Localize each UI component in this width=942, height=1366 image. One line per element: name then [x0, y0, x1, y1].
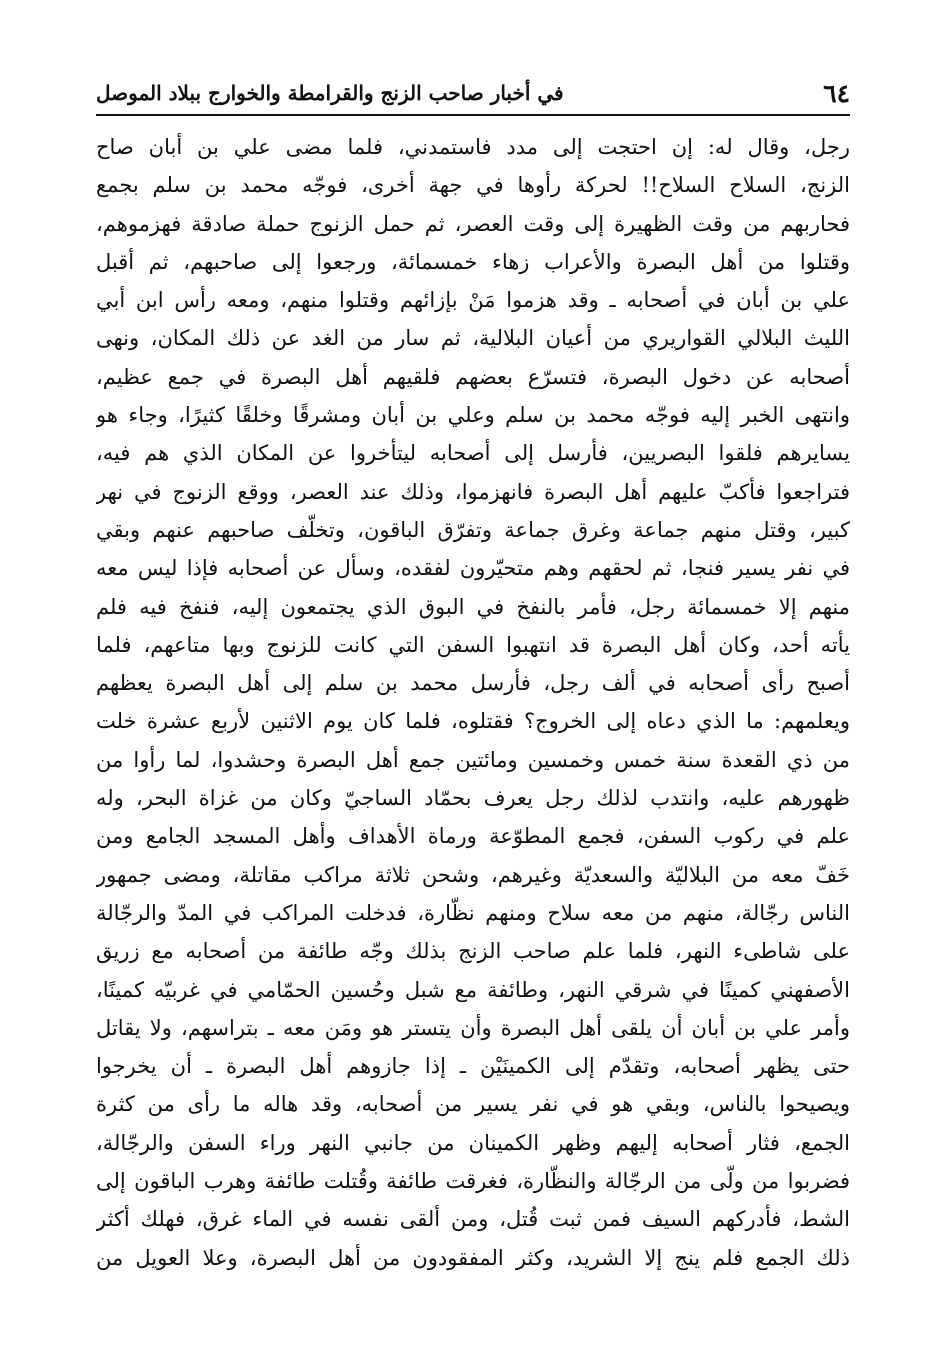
text-line: منهم إلا خمسمائة رجل، فأمر بالنفخ في البوق الذي يجتمعون إليه، فنفخ فيه فلم	[96, 594, 850, 619]
text-line: على شاطىء النهر، فلما علم صاحب الزنج بذلك وجّه طائفة من أصحابه مع زريق	[96, 939, 850, 964]
text-line: كبير، وقتل منهم جماعة وغرق جماعة وتفرّق الباقون، وتخلّف صاحبهم عنهم وبقي	[96, 517, 850, 542]
text-line: الجمع، فثار أصحابه إليهم وظهر الكمينان من جانبي النهر وراء السفن والرجّالة،	[96, 1130, 850, 1155]
text-line: فحاربهم من وقت الظهيرة إلى وقت العصر، ثم حمل الزنوج حملة صادقة فهزموهم،	[96, 211, 850, 236]
text-line: رجل، وقال له: إن احتجت إلى مدد فاستمدني، فلما مضى علي بن أبان صاح	[96, 135, 850, 159]
text-line: وأمر علي بن أبان أن يلقى أهل البصرة وأن يتستر هو ومَن معه ـ بتراسهم، ولا يقاتل	[96, 1015, 850, 1040]
text-line: الشط، فأدركهم السيف فمن ثبت قُتل، ومن ألقى نفسه في الماء غرق، فهلك أكثر	[96, 1207, 850, 1232]
text-line: ظهورهم عليه، وانتدب لذلك رجل يعرف بحمّاد الساجيّ وكان من غزاة البحر، وله	[96, 786, 850, 811]
text-line: فضربوا من ولّى من الرجّالة والنظّارة، فغرقت طائفة وقُتلت طائفة وهرب الباقون إلى	[96, 1169, 850, 1194]
running-title: في أخبار صاحب الزنج والقرامطة والخوارج ببلاد الموصل	[96, 81, 564, 105]
text-line: من ذي القعدة سنة خمس وخمسين ومائتين جمع أهل البصرة وحشدوا، لما رأوا من	[96, 747, 850, 772]
text-line: يسايرهم فلقوا البصريين، فأرسل إلى أصحابه ليتأخروا عن المكان الذي هم فيه،	[96, 441, 850, 466]
text-line: حتى يظهر أصحابه، وتقدّم إلى الكمينَيْن ـ إذا جازوهم أهل البصرة ـ أن يخرجوا	[96, 1054, 850, 1079]
text-line: خَفّ معه من البلاليّة والسعديّة وغيرهم، وشحن ثلاثة مراكب مقاتلة، ومضى جمهور	[96, 862, 850, 887]
text-line: ذلك الجمع فلم ينج إلا الشريد، وكثر المفقودون من أهل البصرة، وعلا العويل من	[96, 1245, 850, 1270]
text-line: علي بن أبان في أصحابه ـ وقد هزموا مَنْ بإزائهم وقتلوا منهم، ومعه رأس ابن أبي	[96, 288, 850, 313]
text-line: الأصفهني كمينًا في شرقي النهر، وطائفة مع شبل وحُسين الحمّامي في غربيّه كمينًا،	[96, 977, 850, 1002]
header-rule	[96, 114, 850, 116]
text-line: وقتلوا من أهل البصرة والأعراب زهاء خمسمائة، ورجعوا إلى صاحبهم، ثم أقبل	[96, 249, 850, 274]
text-line: ويعلمهم: ما الذي دعاه إلى الخروج؟ فقتلوه، فلما كان يوم الاثنين لأربع عشرة خلت	[96, 709, 850, 734]
text-line: الزنج، السلاح السلاح!! لحركة رأوها في جهة أخرى، فوجّه محمد بن سلم بجمع	[96, 173, 850, 198]
text-line: يأته أحد، وكان أهل البصرة قد انتهبوا السفن التي كانت للزنوج وبها متاعهم، فلما	[96, 632, 850, 657]
body-text	[96, 128, 850, 1277]
text-line: ويصيحوا بالناس، وبقي هو في نفر يسير من أصحابه، وقد هاله ما رأى من كثرة	[96, 1092, 850, 1117]
text-line: علم في ركوب السفن، فجمع المطوّعة ورماة الأهداف وأهل المسجد الجامع ومن	[96, 824, 850, 849]
text-line: في نفر يسير فنجا، ثم لحقهم وهم متحيّرون لفقده، وسأل عن أصحابه فإذا ليس معه	[96, 556, 850, 581]
text-line: أصحابه عن دخول البصرة، فتسرّع بعضهم فلقيهم أهل البصرة في جمع عظيم،	[96, 364, 850, 389]
running-header	[96, 74, 850, 112]
text-line: وانتهى الخبر إليه فوجّه محمد بن سلم وعلي بن أبان ومشرقًا وخلقًا كثيرًا، وجاء هو	[96, 403, 850, 428]
text-line: الليث البلالي القواريري من أعيان البلالية، ثم سار من الغد عن ذلك المكان، ونهى	[96, 326, 850, 351]
page-number: ٦٤	[823, 78, 850, 108]
text-line: الناس رجّالة، منهم من معه سلاح ومنهم نظّارة، فدخلت المراكب في المدّ والرجّالة	[96, 900, 850, 925]
text-line: فتراجعوا فأكبّ عليهم أهل البصرة فانهزموا، وذلك عند العصر، ووقع الزنوج في نهر	[96, 479, 850, 504]
text-line: أصبح رأى أصحابه في ألف رجل، فأرسل محمد بن سلم إلى أهل البصرة يعظهم	[96, 671, 850, 696]
